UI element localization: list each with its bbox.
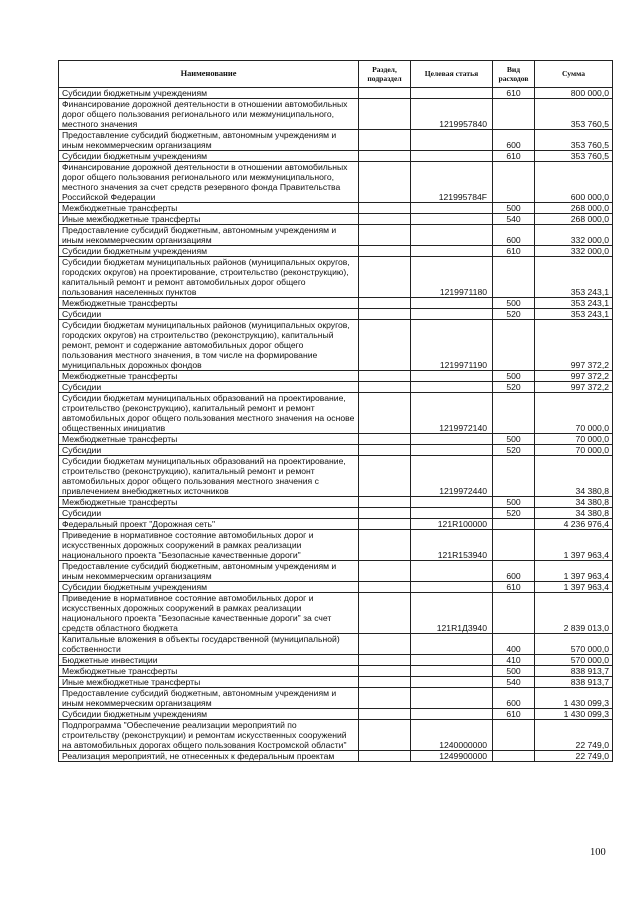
table-row [59,688,613,709]
cell-name: Субсидии бюджетам муниципальных образований на проектирование, строительство (реконструкцию), капитальный ремонт и ремонт автомобильных дорог общего пользования местного значения с привлечением внебюджетных источников [59,456,359,497]
cell-name: Межбюджетные трансферты [59,434,359,445]
cell-name: Бюджетные инвестиции [59,655,359,666]
cell-name: Федеральный проект "Дорожная сеть" [59,519,359,530]
cell-target [411,309,493,320]
table-body [59,88,613,762]
cell-sum: 997 372,2 [535,382,613,393]
cell-section [359,382,411,393]
cell-type: 500 [493,203,535,214]
cell-target [411,382,493,393]
cell-sum: 1 397 963,4 [535,530,613,561]
cell-section [359,561,411,582]
cell-section [359,393,411,434]
cell-type [493,456,535,497]
cell-type: 600 [493,130,535,151]
table-row [59,151,613,162]
table-row [59,214,613,225]
cell-sum: 997 372,2 [535,320,613,371]
cell-name: Межбюджетные трансферты [59,203,359,214]
cell-section [359,257,411,298]
table-row [59,130,613,151]
cell-section [359,320,411,371]
cell-type [493,162,535,203]
cell-section [359,99,411,130]
cell-target: 121995784F [411,162,493,203]
cell-target [411,434,493,445]
cell-target [411,88,493,99]
table-row [59,677,613,688]
cell-sum: 353 760,5 [535,99,613,130]
cell-section [359,162,411,203]
cell-target [411,371,493,382]
table-row [59,593,613,634]
cell-type: 610 [493,709,535,720]
cell-section [359,371,411,382]
cell-name: Предоставление субсидий бюджетным, автономным учреждениям и иным некоммерческим организациям [59,561,359,582]
cell-type: 540 [493,214,535,225]
cell-target [411,203,493,214]
cell-sum: 2 839 013,0 [535,593,613,634]
table-row [59,720,613,751]
cell-name: Реализация мероприятий, не отнесенных к федеральным проектам [59,751,359,762]
table-row [59,634,613,655]
cell-type: 540 [493,677,535,688]
cell-name: Подпрограмма "Обеспечение реализации мероприятий по строительству (реконструкции) и ремонтам искусственных сооружений на автомобильных дорогах общего пользования Костромской области" [59,720,359,751]
table-row [59,246,613,257]
cell-sum: 22 749,0 [535,751,613,762]
cell-target [411,497,493,508]
cell-section [359,246,411,257]
cell-section [359,751,411,762]
table-row [59,309,613,320]
cell-name: Субсидии бюджетным учреждениям [59,709,359,720]
table-row [59,88,613,99]
cell-section [359,298,411,309]
table-row [59,393,613,434]
cell-type [493,393,535,434]
cell-section [359,530,411,561]
cell-sum: 600 000,0 [535,162,613,203]
cell-section [359,434,411,445]
cell-target [411,445,493,456]
cell-name: Предоставление субсидий бюджетным, автономным учреждениям и иным некоммерческим организациям [59,688,359,709]
cell-type: 500 [493,298,535,309]
table-row [59,382,613,393]
cell-name: Субсидии бюджетам муниципальных образований на проектирование, строительство (реконструкцию), капитальный ремонт и ремонт автомобильных дорог общего пользования местного значения на основе общественных инициатив [59,393,359,434]
cell-target [411,561,493,582]
cell-section [359,593,411,634]
cell-name: Предоставление субсидий бюджетным, автономным учреждениям и иным некоммерческим организациям [59,225,359,246]
cell-type: 520 [493,508,535,519]
cell-name: Субсидии бюджетам муниципальных районов (муниципальных округов, городских округов) на строительство (реконструкцию), капитальный ремонт, ремонт и содержание автомобильных дорог общего пользования местного значения, в том числе на формирование муниципальных дорожных фондов [59,320,359,371]
cell-section [359,130,411,151]
cell-name: Субсидии [59,382,359,393]
table-row [59,456,613,497]
cell-type: 500 [493,371,535,382]
table-row [59,508,613,519]
cell-sum: 22 749,0 [535,720,613,751]
cell-target: 121R1Д3940 [411,593,493,634]
table-row [59,99,613,130]
cell-target [411,677,493,688]
cell-type: 600 [493,688,535,709]
cell-sum: 70 000,0 [535,434,613,445]
cell-target [411,246,493,257]
cell-name: Субсидии бюджетным учреждениям [59,88,359,99]
cell-target [411,225,493,246]
table-row [59,561,613,582]
cell-sum: 268 000,0 [535,214,613,225]
cell-name: Субсидии бюджетным учреждениям [59,151,359,162]
table-row [59,434,613,445]
cell-sum: 1 430 099,3 [535,709,613,720]
cell-sum: 332 000,0 [535,225,613,246]
cell-type [493,720,535,751]
cell-sum: 570 000,0 [535,655,613,666]
cell-type: 500 [493,666,535,677]
cell-section [359,655,411,666]
cell-type: 520 [493,382,535,393]
cell-name: Субсидии [59,309,359,320]
cell-section [359,677,411,688]
budget-table-page [58,60,613,762]
cell-name: Межбюджетные трансферты [59,497,359,508]
cell-sum: 353 760,5 [535,130,613,151]
cell-section [359,508,411,519]
cell-type: 600 [493,225,535,246]
cell-target: 1240000000 [411,720,493,751]
header-type: Вид расходов [493,61,535,88]
cell-section [359,88,411,99]
cell-name: Межбюджетные трансферты [59,298,359,309]
cell-sum: 997 372,2 [535,371,613,382]
cell-target: 1219971190 [411,320,493,371]
cell-section [359,309,411,320]
cell-target: 1249900000 [411,751,493,762]
cell-name: Приведение в нормативное состояние автомобильных дорог и искусственных дорожных сооружений в рамках реализации национального проекта "Безопасные качественные дороги" [59,530,359,561]
cell-type: 410 [493,655,535,666]
cell-target [411,666,493,677]
table-row [59,751,613,762]
cell-section [359,497,411,508]
cell-name: Капитальные вложения в объекты государственной (муниципальной) собственности [59,634,359,655]
cell-sum: 1 430 099,3 [535,688,613,709]
cell-section [359,688,411,709]
cell-type: 500 [493,434,535,445]
cell-sum: 1 397 963,4 [535,561,613,582]
table-row [59,530,613,561]
cell-sum: 34 380,8 [535,456,613,497]
cell-target [411,634,493,655]
table-row [59,320,613,371]
cell-sum: 353 243,1 [535,257,613,298]
cell-sum: 800 000,0 [535,88,613,99]
table-row [59,445,613,456]
cell-target [411,655,493,666]
table-row [59,225,613,246]
cell-type: 610 [493,88,535,99]
cell-type: 400 [493,634,535,655]
table-row [59,655,613,666]
cell-target: 1219957840 [411,99,493,130]
cell-section [359,709,411,720]
table-row [59,203,613,214]
table-row [59,709,613,720]
cell-name: Финансирование дорожной деятельности в отношении автомобильных дорог общего пользования регионального или межмуниципального, местного значения за счет средств резервного фонда Правительства Российской Федерации [59,162,359,203]
cell-name: Иные межбюджетные трансферты [59,677,359,688]
cell-type [493,320,535,371]
cell-sum: 1 397 963,4 [535,582,613,593]
table-row [59,497,613,508]
cell-name: Межбюджетные трансферты [59,371,359,382]
cell-name: Субсидии бюджетным учреждениям [59,246,359,257]
cell-sum: 838 913,7 [535,677,613,688]
cell-target: 1219971180 [411,257,493,298]
cell-type: 520 [493,445,535,456]
cell-sum: 570 000,0 [535,634,613,655]
cell-section [359,720,411,751]
cell-name: Приведение в нормативное состояние автомобильных дорог и искусственных дорожных сооружений в рамках реализации национального проекта "Безопасные качественные дороги" за счет средств областного бюджета [59,593,359,634]
table-row [59,519,613,530]
cell-section [359,519,411,530]
cell-type [493,257,535,298]
cell-target [411,130,493,151]
cell-sum: 353 243,1 [535,298,613,309]
table-row [59,162,613,203]
cell-name: Финансирование дорожной деятельности в отношении автомобильных дорог общего пользования регионального или межмуниципального, местного значения [59,99,359,130]
cell-target: 1219972140 [411,393,493,434]
cell-target [411,214,493,225]
table-row [59,666,613,677]
table-header-row [59,61,613,88]
table-row [59,371,613,382]
cell-type [493,751,535,762]
cell-name: Субсидии [59,445,359,456]
cell-target: 121R153940 [411,530,493,561]
cell-type [493,530,535,561]
cell-name: Субсидии бюджетным учреждениям [59,582,359,593]
cell-target [411,688,493,709]
cell-type [493,99,535,130]
cell-sum: 70 000,0 [535,393,613,434]
cell-section [359,634,411,655]
header-name: Наименование [59,61,359,88]
cell-type [493,519,535,530]
cell-type: 610 [493,582,535,593]
cell-name: Субсидии [59,508,359,519]
cell-section [359,203,411,214]
table-row [59,582,613,593]
cell-target [411,582,493,593]
cell-name: Субсидии бюджетам муниципальных районов (муниципальных округов, городских округов) на проектирование, строительство (реконструкцию), капитальный ремонт и ремонт автомобильных дорог общего пользования населенных пунктов [59,257,359,298]
table-row [59,298,613,309]
cell-target: 1219972440 [411,456,493,497]
cell-section [359,214,411,225]
page-number: 100 [590,847,606,858]
cell-sum: 838 913,7 [535,666,613,677]
cell-target [411,709,493,720]
cell-sum: 332 000,0 [535,246,613,257]
cell-sum: 268 000,0 [535,203,613,214]
cell-type: 600 [493,561,535,582]
cell-target [411,298,493,309]
header-section: Раздел, подраздел [359,61,411,88]
cell-target [411,151,493,162]
cell-name: Предоставление субсидий бюджетным, автономным учреждениям и иным некоммерческим организациям [59,130,359,151]
cell-section [359,151,411,162]
table-row [59,257,613,298]
budget-table [58,60,613,762]
cell-type: 610 [493,151,535,162]
cell-sum: 34 380,8 [535,508,613,519]
cell-type: 500 [493,497,535,508]
cell-name: Межбюджетные трансферты [59,666,359,677]
cell-target: 121R100000 [411,519,493,530]
cell-type: 520 [493,309,535,320]
cell-type: 610 [493,246,535,257]
cell-sum: 34 380,8 [535,497,613,508]
cell-section [359,225,411,246]
cell-section [359,445,411,456]
header-sum: Сумма [535,61,613,88]
cell-sum: 70 000,0 [535,445,613,456]
header-target: Целевая статья [411,61,493,88]
cell-target [411,508,493,519]
cell-section [359,456,411,497]
cell-sum: 4 236 976,4 [535,519,613,530]
cell-section [359,666,411,677]
cell-sum: 353 760,5 [535,151,613,162]
cell-sum: 353 243,1 [535,309,613,320]
cell-type [493,593,535,634]
cell-section [359,582,411,593]
cell-name: Иные межбюджетные трансферты [59,214,359,225]
